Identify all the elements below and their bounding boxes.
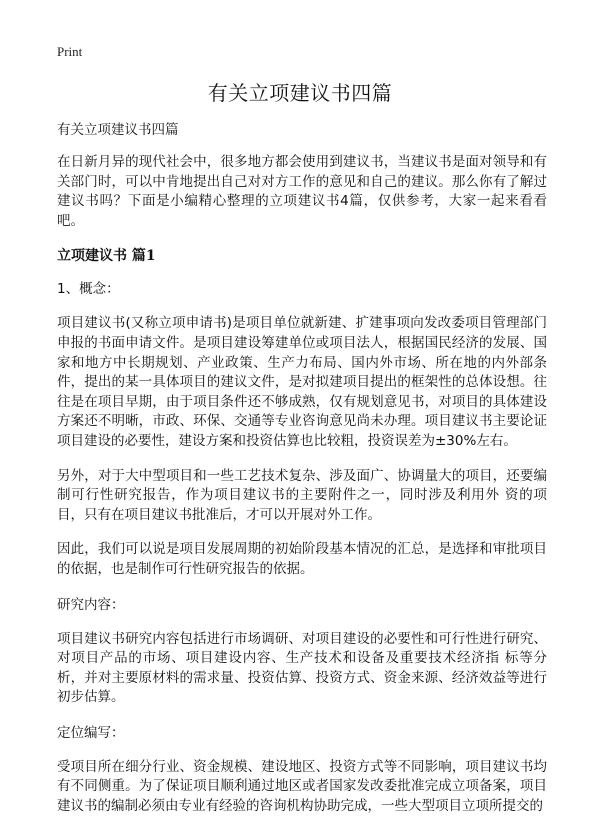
research-paragraph: 项目建议书研究内容包括进行市场调研、对项目建设的必要性和可行性进行研究、对项目产品的市场、项目建设内容、生产技术和设备及重要技术经济指 标等分析，并对主要原材料的需求量、投资估算、投资方式、资金来源、经济效益等进行初步估算。 <box>57 630 547 706</box>
document-subtitle: 有关立项建议书四篇 <box>57 122 179 138</box>
research-label: 研究内容： <box>57 596 125 613</box>
section-heading: 立项建议书 篇1 <box>57 248 156 265</box>
intro-paragraph: 在日新月异的现代社会中，很多地方都会使用到建议书，当建议书是面对领导和有关部门时，可以中肯地提出自己对对方工作的意见和自己的建议。那么你有了解过建议书吗？下面是小编精心整理的立项建议书4篇，仅供参考，大家一起来看看吧。 <box>57 154 547 229</box>
concept-paragraph-2: 另外，对于大中型项目和一些工艺技术复杂、涉及面广、协调量大的项目，还要编制可行性研究报告，作为项目建议书的主要附件之一，同时涉及利用外 资的项目，只有在项目建议书批准后，才可以开展对外工作。 <box>57 467 547 523</box>
concept-paragraph-3: 因此，我们可以说是项目发展周期的初始阶段基本情况的汇总，是选择和审批项目的依据，也是制作可行性研究报告的依据。 <box>57 541 547 577</box>
concept-label: 1、概念： <box>57 281 120 298</box>
positioning-label: 定位编写： <box>57 724 125 741</box>
document-body <box>57 120 547 828</box>
positioning-paragraph: 受项目所在细分行业、资金规模、建设地区、投资方式等不同影响，项目建议书均有不同侧重。为了保证项目顺利通过地区或者国家发改委批准完成立项备案，项目建议书的编制必须由专业有经验的咨询机构协助完成，一些大型项目立项所提交的 <box>57 758 547 815</box>
concept-paragraph-1: 项目建议书(又称立项申请书)是项目单位就新建、扩建事项向发改委项目管理部门申报的书面申请文件。是项目建设筹建单位或项目法人，根据国民经济的发展、国家和地方中长期规划、产业政策、生产力布局、国内外市场、所在地的内外部条件，提出的某一具体项目的建议文件，是对拟建项目提出的框架性的总体设想。往往是在项目早期，由于项目条件还不够成熟，仅有规划意见书，对项目的具体建设方案还不明晰，市政、环保、交通等专业咨询意见尚未办理。项目建议书主要论证项目建设的必要性，建设方案和投资估算也比较粗，投资误差为±30%左右。 <box>57 315 547 449</box>
print-link[interactable]: Print <box>57 44 83 59</box>
document-title: 有关立项建议书四篇 <box>207 81 393 105</box>
